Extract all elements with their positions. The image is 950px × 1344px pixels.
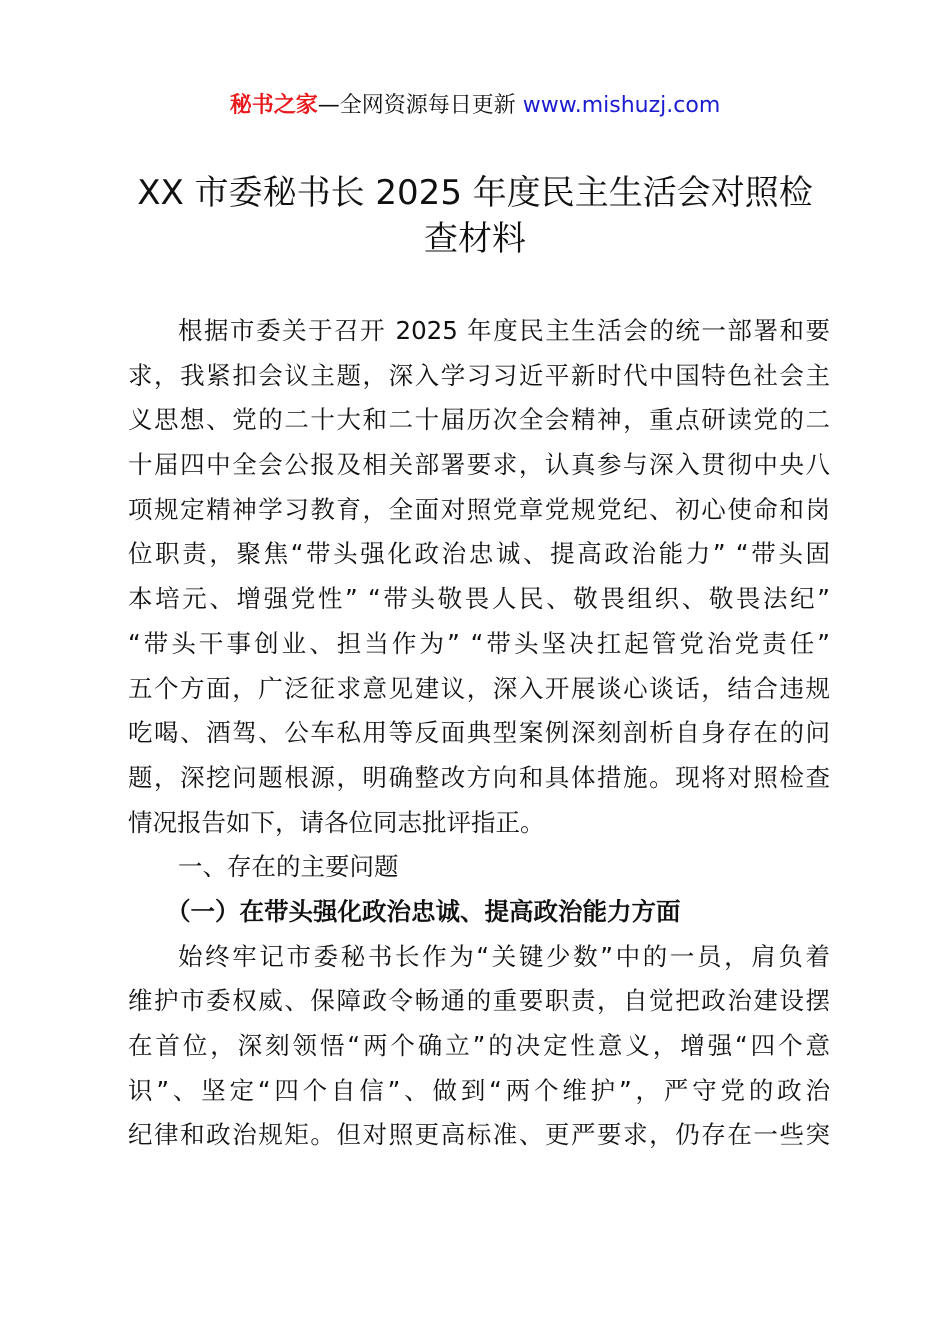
- paragraph-line: 位职责，聚焦“带头强化政治忠诚、提高政治能力” “带头固: [128, 539, 830, 569]
- site-banner: [0, 88, 950, 119]
- paragraph-line: 题，深挖问题根源，明确整改方向和具体措施。现将对照检查: [128, 762, 830, 792]
- document-body: [128, 309, 830, 1158]
- subsection-heading: （一）在带头强化政治忠诚、提高政治能力方面: [166, 896, 681, 926]
- banner-tagline: —全网资源每日更新: [317, 93, 523, 118]
- title-line: XX 市委秘书长 2025 年度民主生活会对照检: [137, 173, 813, 213]
- paragraph-line: 在首位，深刻领悟“两个确立”的决定性意义，增强“四个意: [128, 1031, 830, 1060]
- paragraph-line: 始终牢记市委秘书长作为“关键少数”中的一员，肩负着: [178, 941, 830, 971]
- paragraph-line: 情况报告如下，请各位同志批评指正。: [128, 807, 545, 837]
- paragraph-line: 求，我紧扣会议主题，深入学习习近平新时代中国特色社会主: [128, 360, 830, 390]
- paragraph-line: 根据市委关于召开 2025 年度民主生活会的统一部署和要: [178, 316, 830, 345]
- paragraph-line: 维护市委权威、保障政令畅通的重要职责，自觉把政治建设摆: [128, 986, 830, 1016]
- paragraph-line: 纪律和政治规矩。但对照更高标准、更严要求，仍存在一些突: [128, 1120, 830, 1150]
- paragraph-line: 识”、坚定“四个自信”、做到“两个维护”，严守党的政治: [128, 1075, 830, 1105]
- paragraph-line: “带头干事创业、担当作为” “带头坚决扛起管党治党责任”: [128, 628, 830, 658]
- paragraph-line: 本培元、增强党性” “带头敬畏人民、敬畏组织、敬畏法纪”: [128, 584, 830, 614]
- document-title: [120, 170, 830, 262]
- paragraph-line: 五个方面，广泛征求意见建议，深入开展谈心谈话，结合违规: [128, 673, 830, 703]
- paragraph-line: 项规定精神学习教育，全面对照党章党规党纪、初心使命和岗: [128, 494, 830, 524]
- section-heading: 一、存在的主要问题: [178, 852, 399, 882]
- title-line: 查材料: [424, 219, 526, 259]
- site-url[interactable]: www.mishuzj.com: [522, 93, 721, 118]
- paragraph-line: 吃喝、酒驾、公车私用等反面典型案例深刻剖析自身存在的问: [128, 718, 830, 748]
- brand-name: 秘书之家: [229, 93, 318, 118]
- paragraph-line: 义思想、党的二十大和二十届历次全会精神，重点研读党的二: [128, 405, 830, 435]
- paragraph-line: 十届四中全会公报及相关部署要求，认真参与深入贯彻中央八: [128, 450, 830, 480]
